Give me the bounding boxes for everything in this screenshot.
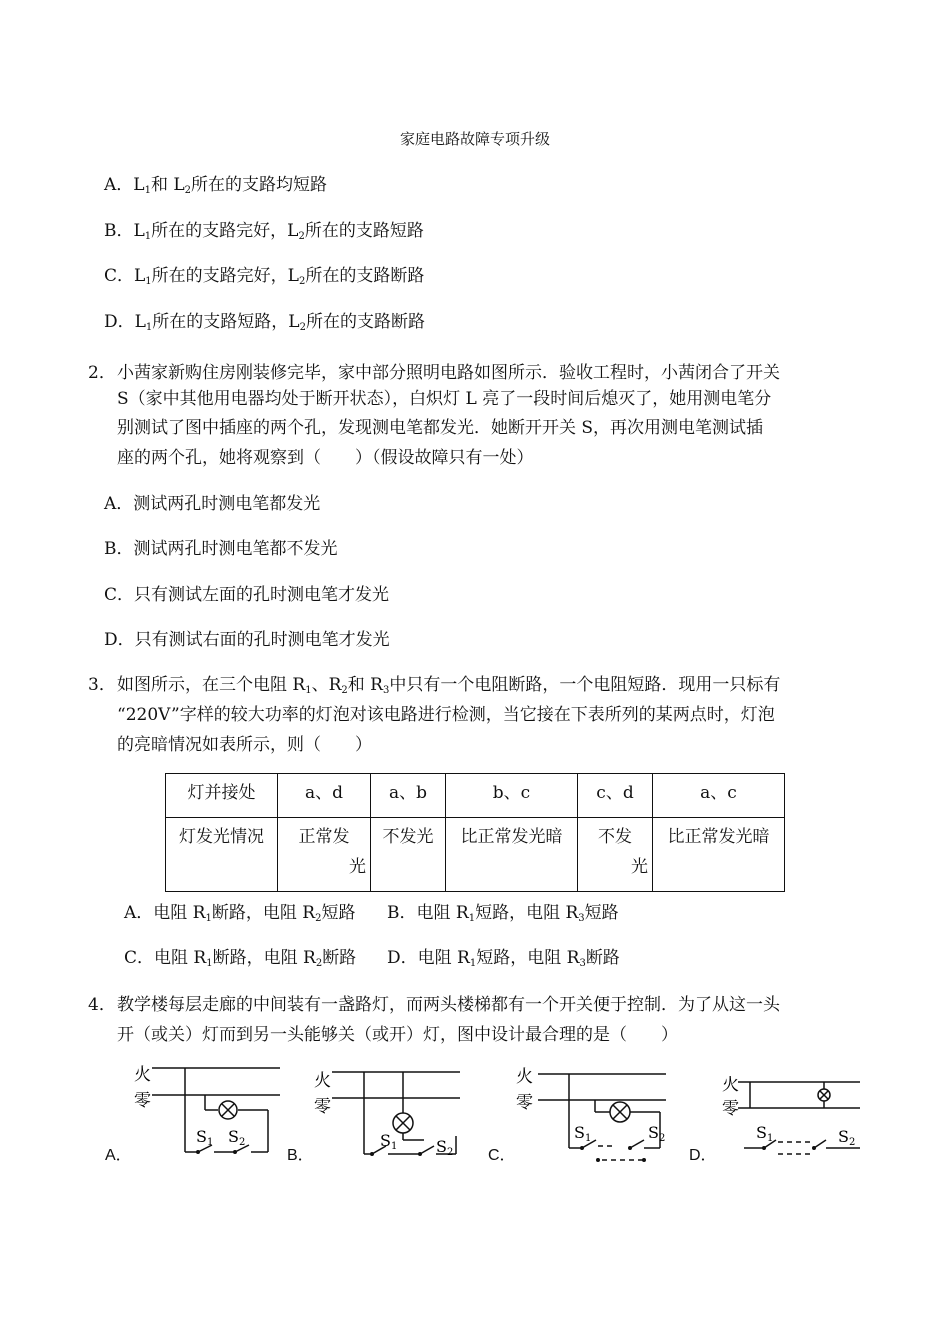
table-cell: 不发光: [371, 818, 446, 892]
table-cell: a、d: [278, 774, 371, 818]
q4-label-b: B．: [287, 1147, 314, 1164]
q2-line-3: 别测试了图中插座的两个孔，发现测电笔都发光．她断开开关 S，再次用测电笔测试插: [117, 418, 764, 438]
q4-label-a: A．: [105, 1147, 132, 1164]
svg-text:S1: S1: [196, 1127, 214, 1148]
q4-line-2: 开（或关）灯而到另一头能够关（或开）灯，图中设计最合理的是（ ）: [117, 1025, 678, 1045]
q1-option-b: B．$L_1$所在的支路完好，$L_2$所在的支路短路: [104, 221, 424, 242]
svg-text:火: 火: [516, 1067, 533, 1087]
q3-line-1: 如图所示，在三个电阻 $R_1$、$R_2$和 $R_3$中只有一个电阻断路，一个电阻短路．现用一只标有: [117, 675, 781, 696]
table-cell: 比正常发光暗: [653, 818, 785, 892]
table-cell: 正常发 光: [278, 818, 371, 892]
q2-option-c: C．只有测试左面的孔时测电笔才发光: [104, 585, 390, 605]
svg-text:S2: S2: [228, 1127, 246, 1148]
q3-table: [165, 773, 785, 892]
q2-option-d: D．只有测试右面的孔时测电笔才发光: [104, 630, 390, 650]
q1-option-c: C．$L_1$所在的支路完好，$L_2$所在的支路断路: [104, 266, 425, 287]
q1-option-d: D．$L_1$所在的支路短路，$L_2$所在的支路断路: [104, 312, 425, 333]
q4-line-1: 教学楼每层走廊的中间装有一盏路灯，而两头楼梯都有一个开关便于控制．为了从这一头: [117, 995, 780, 1015]
circuit-diagram-b: [312, 1066, 464, 1162]
q2-line-1: 小茜家新购住房刚装修完毕，家中部分照明电路如图所示．验收工程时，小茜闭合了开关: [117, 363, 780, 383]
q2-option-a: A．测试两孔时测电笔都发光: [104, 494, 321, 514]
q3-option-d: D．电阻 $R_1$短路，电阻 $R_3$断路: [387, 948, 620, 969]
svg-text:零: 零: [314, 1097, 331, 1117]
table-cell: 灯发光情况: [166, 818, 278, 892]
q3-number: 3．: [88, 675, 116, 695]
svg-text:S1: S1: [756, 1123, 774, 1144]
table-cell: a、c: [653, 774, 785, 818]
table-header-row: [166, 774, 785, 818]
q2-option-b: B．测试两孔时测电笔都不发光: [104, 539, 338, 559]
svg-text:火: 火: [314, 1071, 331, 1091]
table-cell: b、c: [446, 774, 578, 818]
table-cell: 灯并接处: [166, 774, 278, 818]
table-cell: a、b: [371, 774, 446, 818]
q3-option-a: A．电阻 $R_1$断路，电阻 $R_2$短路: [124, 903, 356, 924]
table-row: [166, 818, 785, 892]
svg-text:零: 零: [516, 1093, 533, 1113]
table-cell: 比正常发光暗: [446, 818, 578, 892]
q4-number: 4．: [88, 995, 116, 1015]
neutral-wire-label: 零: [134, 1091, 151, 1111]
q4-label-d: D．: [689, 1147, 717, 1164]
q2-number: 2．: [88, 363, 116, 383]
svg-text:S2: S2: [838, 1127, 856, 1148]
svg-text:S1: S1: [574, 1123, 592, 1144]
q2-line-2: S（家中其他用电器均处于断开状态），白炽灯 L 亮了一段时间后熄灭了，她用测电笔分: [117, 389, 772, 409]
q3-line-3: 的亮暗情况如表所示，则（ ）: [117, 735, 372, 755]
svg-text:S2: S2: [436, 1137, 454, 1158]
q3-line-2: “220V”字样的较大功率的灯泡对该电路进行检测，当它接在下表所列的某两点时，灯泡: [117, 705, 775, 725]
circuit-diagram-d: [720, 1076, 868, 1158]
q3-option-b: B．电阻 $R_1$短路，电阻 $R_3$短路: [387, 903, 619, 924]
live-wire-label: 火: [134, 1065, 151, 1085]
svg-text:S2: S2: [648, 1123, 666, 1144]
svg-text:火: 火: [722, 1076, 739, 1095]
q3-option-c: C．电阻 $R_1$断路，电阻 $R_2$断路: [124, 948, 357, 969]
svg-text:零: 零: [722, 1099, 739, 1119]
q1-option-a: A．$L_1$和 $L_2$所在的支路均短路: [104, 175, 328, 196]
svg-text:S1: S1: [380, 1131, 398, 1152]
q2-line-4: 座的两个孔，她将观察到（ ）（假设故障只有一处）: [117, 448, 534, 468]
circuit-diagram-c: [514, 1066, 674, 1162]
page-title: 家庭电路故障专项升级: [399, 130, 550, 148]
table-cell: c、d: [578, 774, 653, 818]
q4-label-c: C．: [488, 1147, 516, 1164]
table-cell: 不发 光: [578, 818, 653, 892]
circuit-diagram-a: [130, 1062, 290, 1164]
